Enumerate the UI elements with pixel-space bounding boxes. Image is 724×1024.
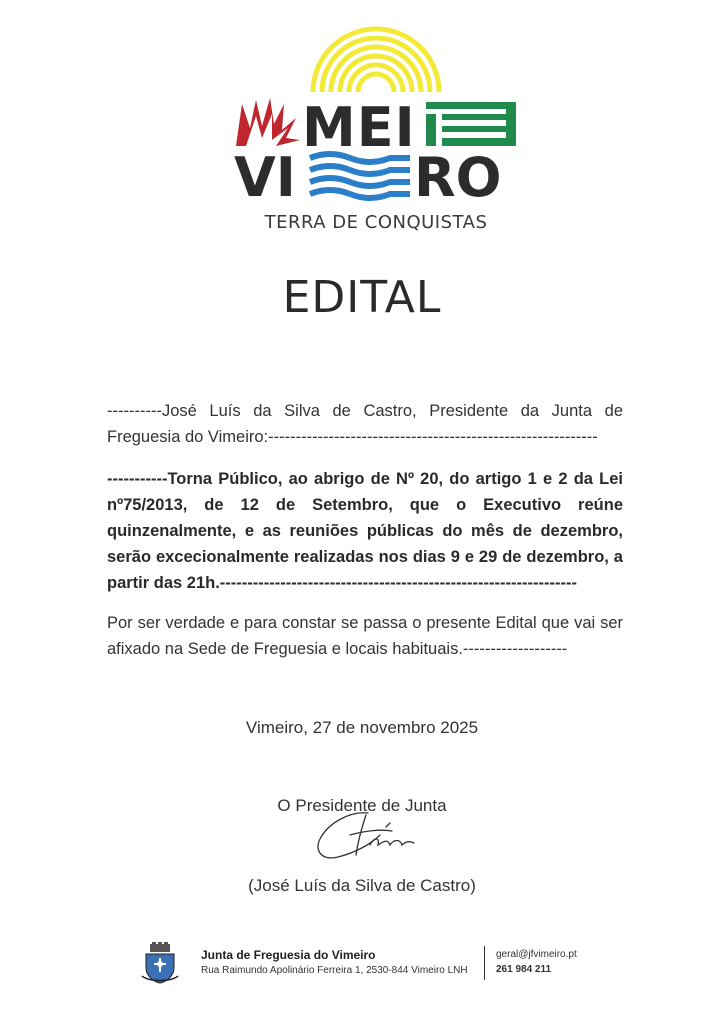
signer-title: O Presidente de Junta: [277, 796, 447, 815]
signature-icon: [310, 805, 420, 867]
announcement-lead-dashes: -----------: [107, 470, 168, 488]
closing-trail-dashes: -------------------: [462, 640, 568, 658]
footer-phone[interactable]: 261 984 211: [496, 964, 552, 975]
document-title: EDITAL: [282, 272, 442, 323]
paragraph-intro: [107, 398, 623, 450]
logo-mei: MEI: [302, 96, 416, 159]
paragraph-closing: [107, 610, 623, 666]
footer: [0, 938, 724, 988]
closing-text: Por ser verdade e para constar se passa o presente Edital que vai ser afixado na Sede de Freguesia e locais habituais.: [107, 614, 623, 658]
starburst-icon: [236, 98, 300, 146]
brand-logo: [0, 0, 724, 240]
logo-vi: VI: [234, 146, 296, 209]
signer-name: (José Luís da Silva de Castro): [248, 876, 476, 895]
intro-lead-dashes: ----------: [107, 402, 162, 420]
logo-ro: RO: [414, 146, 502, 209]
footer-org-name: Junta de Freguesia do Vimeiro: [201, 948, 376, 962]
logo-graphic: [0, 0, 724, 240]
sun-icon: [313, 29, 439, 92]
paragraph-announcement: [107, 466, 623, 596]
green-stripes-icon: [426, 102, 516, 146]
logo-tagline: TERRA DE CONQUISTAS: [264, 212, 488, 233]
footer-email[interactable]: geral@jfvimeiro.pt: [496, 949, 577, 960]
intro-text: José Luís da Silva de Castro, Presidente da Junta de Freguesia do Vimeiro:: [107, 402, 623, 446]
footer-divider: [484, 946, 485, 980]
footer-address: Rua Raimundo Apolinário Ferreira 1, 2530-844 Vimeiro LNH: [201, 965, 468, 976]
coat-of-arms-icon: [140, 942, 180, 984]
intro-trail-dashes: ------------------------------------------------------------: [268, 428, 598, 446]
document-date: Vimeiro, 27 de novembro 2025: [245, 718, 479, 737]
announcement-trail-dashes: -----------------------------------------------------------------: [219, 574, 577, 592]
announcement-text: Torna Público, ao abrigo de Nº 20, do artigo 1 e 2 da Lei nº75/2013, de 12 de Setembro, que o Executivo reúne quinzenalmente, e as reuniões públicas do mês de dezembro, serão excecionalmente realizadas nos dias 9 e 29 de dezembro, a partir das 21h.: [107, 470, 623, 592]
waves-icon: [310, 154, 410, 198]
